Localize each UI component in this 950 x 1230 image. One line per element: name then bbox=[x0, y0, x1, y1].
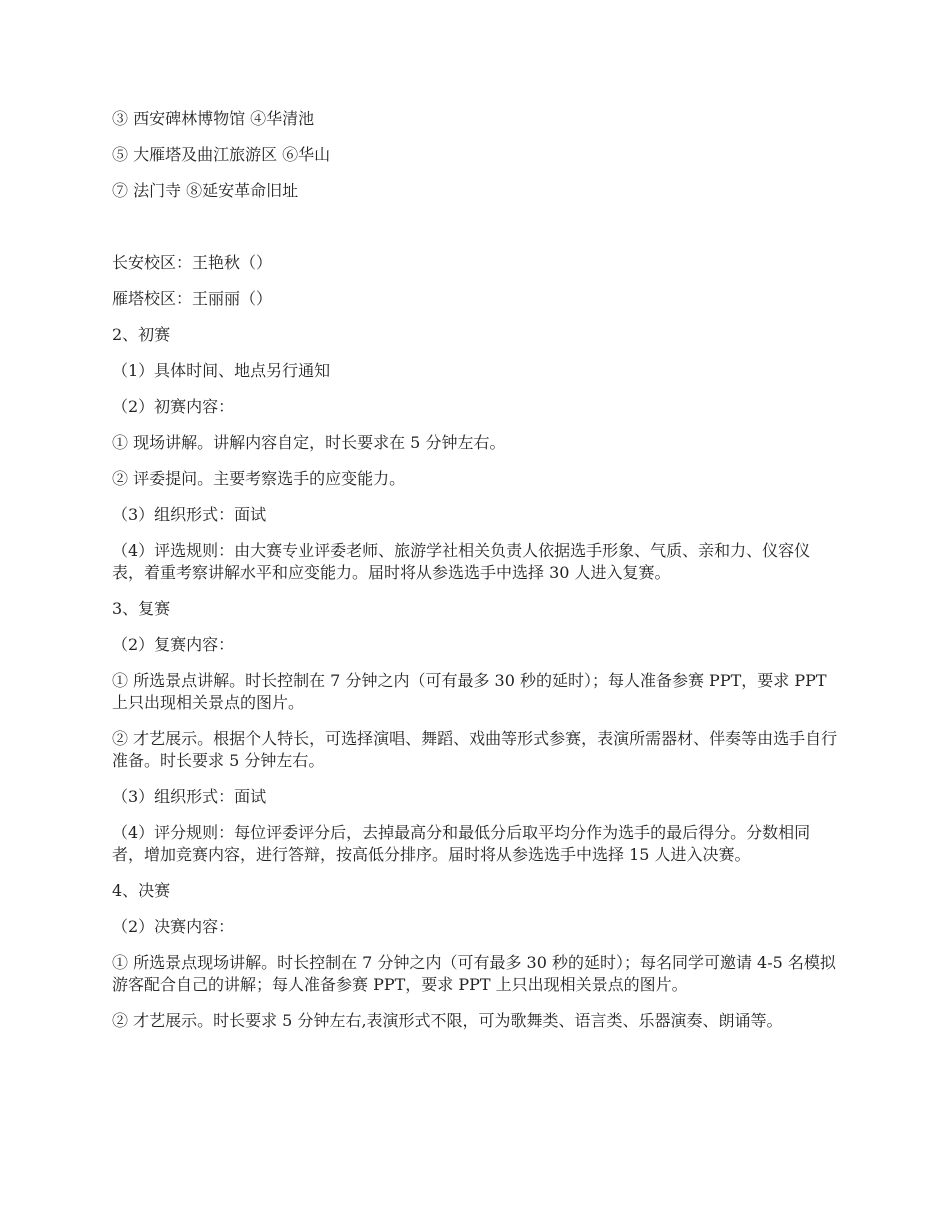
semifinal-content-heading: （2）复赛内容： bbox=[112, 635, 235, 654]
contact-changan-campus: 长安校区：王艳秋（） bbox=[112, 253, 273, 272]
preliminary-item-explanation: ① 现场讲解。讲解内容自定，时长要求在 5 分钟左右。 bbox=[112, 433, 506, 452]
document-body bbox=[112, 108, 842, 1046]
final-content-heading: （2）决赛内容： bbox=[112, 917, 235, 936]
scenic-spot-list-line-3: ⑦ 法门寺 ⑧延安革命旧址 bbox=[112, 181, 299, 200]
final-item-explanation: ① 所选景点现场讲解。时长控制在 7 分钟之内（可有最多 30 秒的延时）；每名同学可邀请 4-5 名模拟游客配合自己的讲解；每人准备参赛 PPT，要求 PPT 上只出现相关景点的图片。 bbox=[112, 953, 836, 994]
semifinal-format: （3）组织形式：面试 bbox=[112, 787, 267, 806]
scenic-spot-list-line-1: ③ 西安碑林博物馆 ④华清池 bbox=[112, 109, 315, 128]
preliminary-rules: （4）评选规则：由大赛专业评委老师、旅游学社相关负责人依据选手形象、气质、亲和力、仪容仪表，着重考察讲解水平和应变能力。届时将从参选选手中选择 30 人进入复赛。 bbox=[112, 541, 811, 582]
semifinal-item-talent: ② 才艺展示。根据个人特长，可选择演唱、舞蹈、戏曲等形式参赛，表演所需器材、伴奏等由选手自行准备。时长要求 5 分钟左右。 bbox=[112, 729, 838, 770]
section-heading-final: 4、决赛 bbox=[112, 881, 171, 900]
scenic-spot-list-line-2: ⑤ 大雁塔及曲江旅游区 ⑥华山 bbox=[112, 145, 331, 164]
contact-yanta-campus: 雁塔校区：王丽丽（） bbox=[112, 289, 273, 308]
final-item-talent: ② 才艺展示。时长要求 5 分钟左右,表演形式不限，可为歌舞类、语言类、乐器演奏、朗诵等。 bbox=[112, 1011, 783, 1030]
section-heading-semifinal: 3、复赛 bbox=[112, 599, 171, 618]
semifinal-scoring-rules: （4）评分规则：每位评委评分后，去掉最高分和最低分后取平均分作为选手的最后得分。分数相同者，增加竞赛内容，进行答辩，按高低分排序。届时将从参选选手中选择 15 人进入决赛。 bbox=[112, 823, 811, 864]
preliminary-content-heading: （2）初赛内容： bbox=[112, 397, 235, 416]
preliminary-format: （3）组织形式：面试 bbox=[112, 505, 267, 524]
semifinal-item-explanation: ① 所选景点讲解。时长控制在 7 分钟之内（可有最多 30 秒的延时）；每人准备参赛 PPT，要求 PPT 上只出现相关景点的图片。 bbox=[112, 671, 827, 712]
preliminary-time-place: （1）具体时间、地点另行通知 bbox=[112, 361, 331, 380]
preliminary-item-questions: ② 评委提问。主要考察选手的应变能力。 bbox=[112, 469, 406, 488]
section-heading-preliminary: 2、初赛 bbox=[112, 325, 171, 344]
